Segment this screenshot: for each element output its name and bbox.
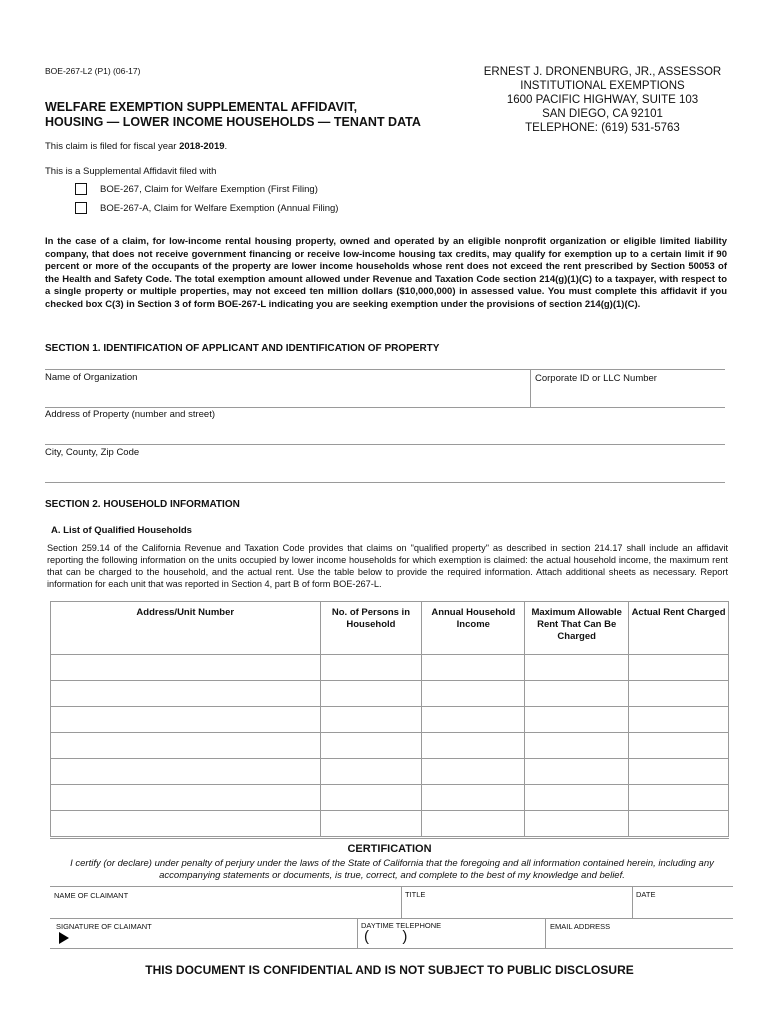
organization-name-label: Name of Organization xyxy=(45,372,138,383)
cell-actual-rent[interactable] xyxy=(629,655,729,681)
cell-actual-rent[interactable] xyxy=(629,707,729,733)
cell-address-unit[interactable] xyxy=(51,733,321,759)
assessor-department: INSTITUTIONAL EXEMPTIONS xyxy=(520,80,685,92)
organization-name-field[interactable] xyxy=(45,384,525,406)
cell-income[interactable] xyxy=(422,707,525,733)
sign-here-arrow-icon xyxy=(59,932,69,944)
fiscal-year-statement xyxy=(45,141,227,152)
cell-persons[interactable] xyxy=(320,655,422,681)
supplemental-intro: This is a Supplemental Affidavit filed with xyxy=(45,166,217,177)
table-row xyxy=(51,733,729,759)
confidential-notice: THIS DOCUMENT IS CONFIDENTIAL AND IS NOT SUBJECT TO PUBLIC DISCLOSURE xyxy=(145,963,634,977)
cell-income[interactable] xyxy=(422,733,525,759)
property-address-field[interactable] xyxy=(45,422,725,444)
fiscal-year-value: 2018-2019 xyxy=(179,141,225,152)
divider xyxy=(45,407,725,408)
divider xyxy=(545,918,546,948)
date-field[interactable] xyxy=(635,901,731,917)
cell-persons[interactable] xyxy=(320,759,422,785)
cell-persons[interactable] xyxy=(320,785,422,811)
cell-address-unit[interactable] xyxy=(51,681,321,707)
option-boe-267[interactable] xyxy=(75,183,318,195)
form-title-line2: HOUSING — LOWER INCOME HOUSEHOLDS — TENANT DATA xyxy=(45,115,421,129)
cell-actual-rent[interactable] xyxy=(629,759,729,785)
cell-actual-rent[interactable] xyxy=(629,811,729,837)
cell-persons[interactable] xyxy=(320,681,422,707)
certification-text: I certify (or declare) under penalty of perjury under the laws of the State of California that the foregoing and all information contained herein, including any accompanying statements or documents, is true, correct, and complete to the best of my knowledge and belief. xyxy=(70,858,714,881)
option-boe-267-a-label: BOE-267-A, Claim for Welfare Exemption (Annual Filing) xyxy=(100,202,339,214)
qualified-households-subheading: A. List of Qualified Households xyxy=(51,525,192,536)
cell-persons[interactable] xyxy=(320,811,422,837)
city-county-zip-field[interactable] xyxy=(45,460,725,482)
option-boe-267-label: BOE-267, Claim for Welfare Exemption (First Filing) xyxy=(100,183,318,195)
divider xyxy=(50,838,729,839)
cell-persons[interactable] xyxy=(320,733,422,759)
form-title xyxy=(45,100,421,130)
intro-paragraph: In the case of a claim, for low-income rental housing property, owned and operated by an eligible nonprofit organization or eligible limited liability company, that does not receive government financing or receive low-income housing tax credits, may qualify for exemption up to a certain limit if 90 percent or more of the occupants of the property are lower income households whose rent does not exceed the rent prescribed by Section 50053 of the Health and Safety Code. The total exemption amount allowed under Revenue and Taxation Code section 214(g)(1)(C) to a taxpayer, with respect to a single property or multiple properties, may not exceed ten million dollars ($10,000,000) in assessed value. You must complete this affidavit if you checked box C(3) in Section 3 of form BOE-267-L indicating you are seeking exemption under the provisions of section 214(g)(1)(C). xyxy=(45,236,727,310)
cell-income[interactable] xyxy=(422,785,525,811)
cell-address-unit[interactable] xyxy=(51,811,321,837)
cell-address-unit[interactable] xyxy=(51,707,321,733)
cell-max-rent[interactable] xyxy=(525,785,629,811)
table-row xyxy=(51,785,729,811)
table-row xyxy=(51,655,729,681)
cell-max-rent[interactable] xyxy=(525,655,629,681)
assessor-name: ERNEST J. DRONENBURG, JR., ASSESSOR xyxy=(483,66,722,78)
signature-label: SIGNATURE OF CLAIMANT xyxy=(56,922,152,931)
fiscal-year-suffix: . xyxy=(224,141,228,152)
daytime-telephone-field[interactable]: ( ) xyxy=(364,928,408,945)
signature-field[interactable] xyxy=(72,931,352,947)
form-title-line1: WELFARE EXEMPTION SUPPLEMENTAL AFFIDAVIT, xyxy=(45,100,358,114)
cell-actual-rent[interactable] xyxy=(629,681,729,707)
household-table-body xyxy=(51,655,729,837)
table-row xyxy=(51,759,729,785)
cell-income[interactable] xyxy=(422,759,525,785)
section1-heading: SECTION 1. IDENTIFICATION OF APPLICANT AND IDENTIFICATION OF PROPERTY xyxy=(45,343,440,354)
claimant-name-field[interactable] xyxy=(52,901,398,917)
email-field[interactable] xyxy=(549,932,731,947)
email-label: EMAIL ADDRESS xyxy=(550,922,611,931)
cell-max-rent[interactable] xyxy=(525,811,629,837)
cell-address-unit[interactable] xyxy=(51,759,321,785)
household-table xyxy=(50,601,729,837)
claimant-title-label: TITLE xyxy=(405,890,426,899)
column-header-actual-rent: Actual Rent Charged xyxy=(629,602,729,655)
corporate-id-field[interactable] xyxy=(535,386,723,406)
claimant-name-label: NAME OF CLAIMANT xyxy=(54,891,129,900)
column-header-income: Annual Household Income xyxy=(422,602,525,655)
option-boe-267-a[interactable] xyxy=(75,202,338,214)
checkbox-boe-267-a[interactable] xyxy=(75,202,87,214)
cell-persons[interactable] xyxy=(320,707,422,733)
form-number: BOE-267-L2 (P1) (06-17) xyxy=(45,66,141,76)
cell-address-unit[interactable] xyxy=(51,655,321,681)
divider xyxy=(45,482,725,483)
cell-income[interactable] xyxy=(422,655,525,681)
table-row xyxy=(51,707,729,733)
column-header-persons: No. of Persons in Household xyxy=(320,602,422,655)
cell-max-rent[interactable] xyxy=(525,733,629,759)
divider xyxy=(45,444,725,445)
city-county-zip-label: City, County, Zip Code xyxy=(45,447,140,458)
cell-actual-rent[interactable] xyxy=(629,785,729,811)
divider xyxy=(50,918,733,919)
cell-max-rent[interactable] xyxy=(525,707,629,733)
table-row xyxy=(51,681,729,707)
divider xyxy=(50,886,733,887)
divider xyxy=(45,369,725,370)
divider xyxy=(401,886,402,918)
section2-paragraph: Section 259.14 of the California Revenue and Taxation Code provides that claims on "qualified property" as described in section 214.17 shall include an affidavit reporting the following information on the units occupied by lower income households for which exemption is claimed: the actual household income, the maximum rent that can be charged to the household, and the actual rent. Use the table below to provide the required information. Attach additional sheets as necessary. Report information for each unit that was reported in Section 4, part B of form BOE-267-L. xyxy=(47,543,728,589)
fiscal-year-prefix: This claim is filed for fiscal year xyxy=(45,141,177,152)
certification-title: CERTIFICATION xyxy=(347,843,432,855)
claimant-title-field[interactable] xyxy=(404,901,629,917)
date-label: DATE xyxy=(636,890,656,899)
table-row xyxy=(51,811,729,837)
assessor-street: 1600 PACIFIC HIGHWAY, SUITE 103 xyxy=(506,94,699,106)
property-address-label: Address of Property (number and street) xyxy=(45,409,216,420)
divider xyxy=(50,948,733,949)
cell-address-unit[interactable] xyxy=(51,785,321,811)
divider xyxy=(357,918,358,948)
column-header-max-rent: Maximum Allowable Rent That Can Be Charged xyxy=(525,602,629,655)
table-header-row xyxy=(51,602,729,655)
assessor-city: SAN DIEGO, CA 92101 xyxy=(542,108,663,120)
cell-max-rent[interactable] xyxy=(525,759,629,785)
divider xyxy=(632,886,633,918)
divider xyxy=(530,369,531,407)
cell-actual-rent[interactable] xyxy=(629,733,729,759)
daytime-telephone-label: DAYTIME TELEPHONE xyxy=(361,921,442,930)
column-header-address-unit: Address/Unit Number xyxy=(51,602,321,655)
corporate-id-label: Corporate ID or LLC Number xyxy=(535,373,657,384)
assessor-telephone: TELEPHONE: (619) 531-5763 xyxy=(525,122,680,134)
cell-max-rent[interactable] xyxy=(525,681,629,707)
cell-income[interactable] xyxy=(422,681,525,707)
cell-income[interactable] xyxy=(422,811,525,837)
checkbox-boe-267[interactable] xyxy=(75,183,87,195)
assessor-address-block xyxy=(470,65,735,135)
section2-heading: SECTION 2. HOUSEHOLD INFORMATION xyxy=(45,499,240,510)
